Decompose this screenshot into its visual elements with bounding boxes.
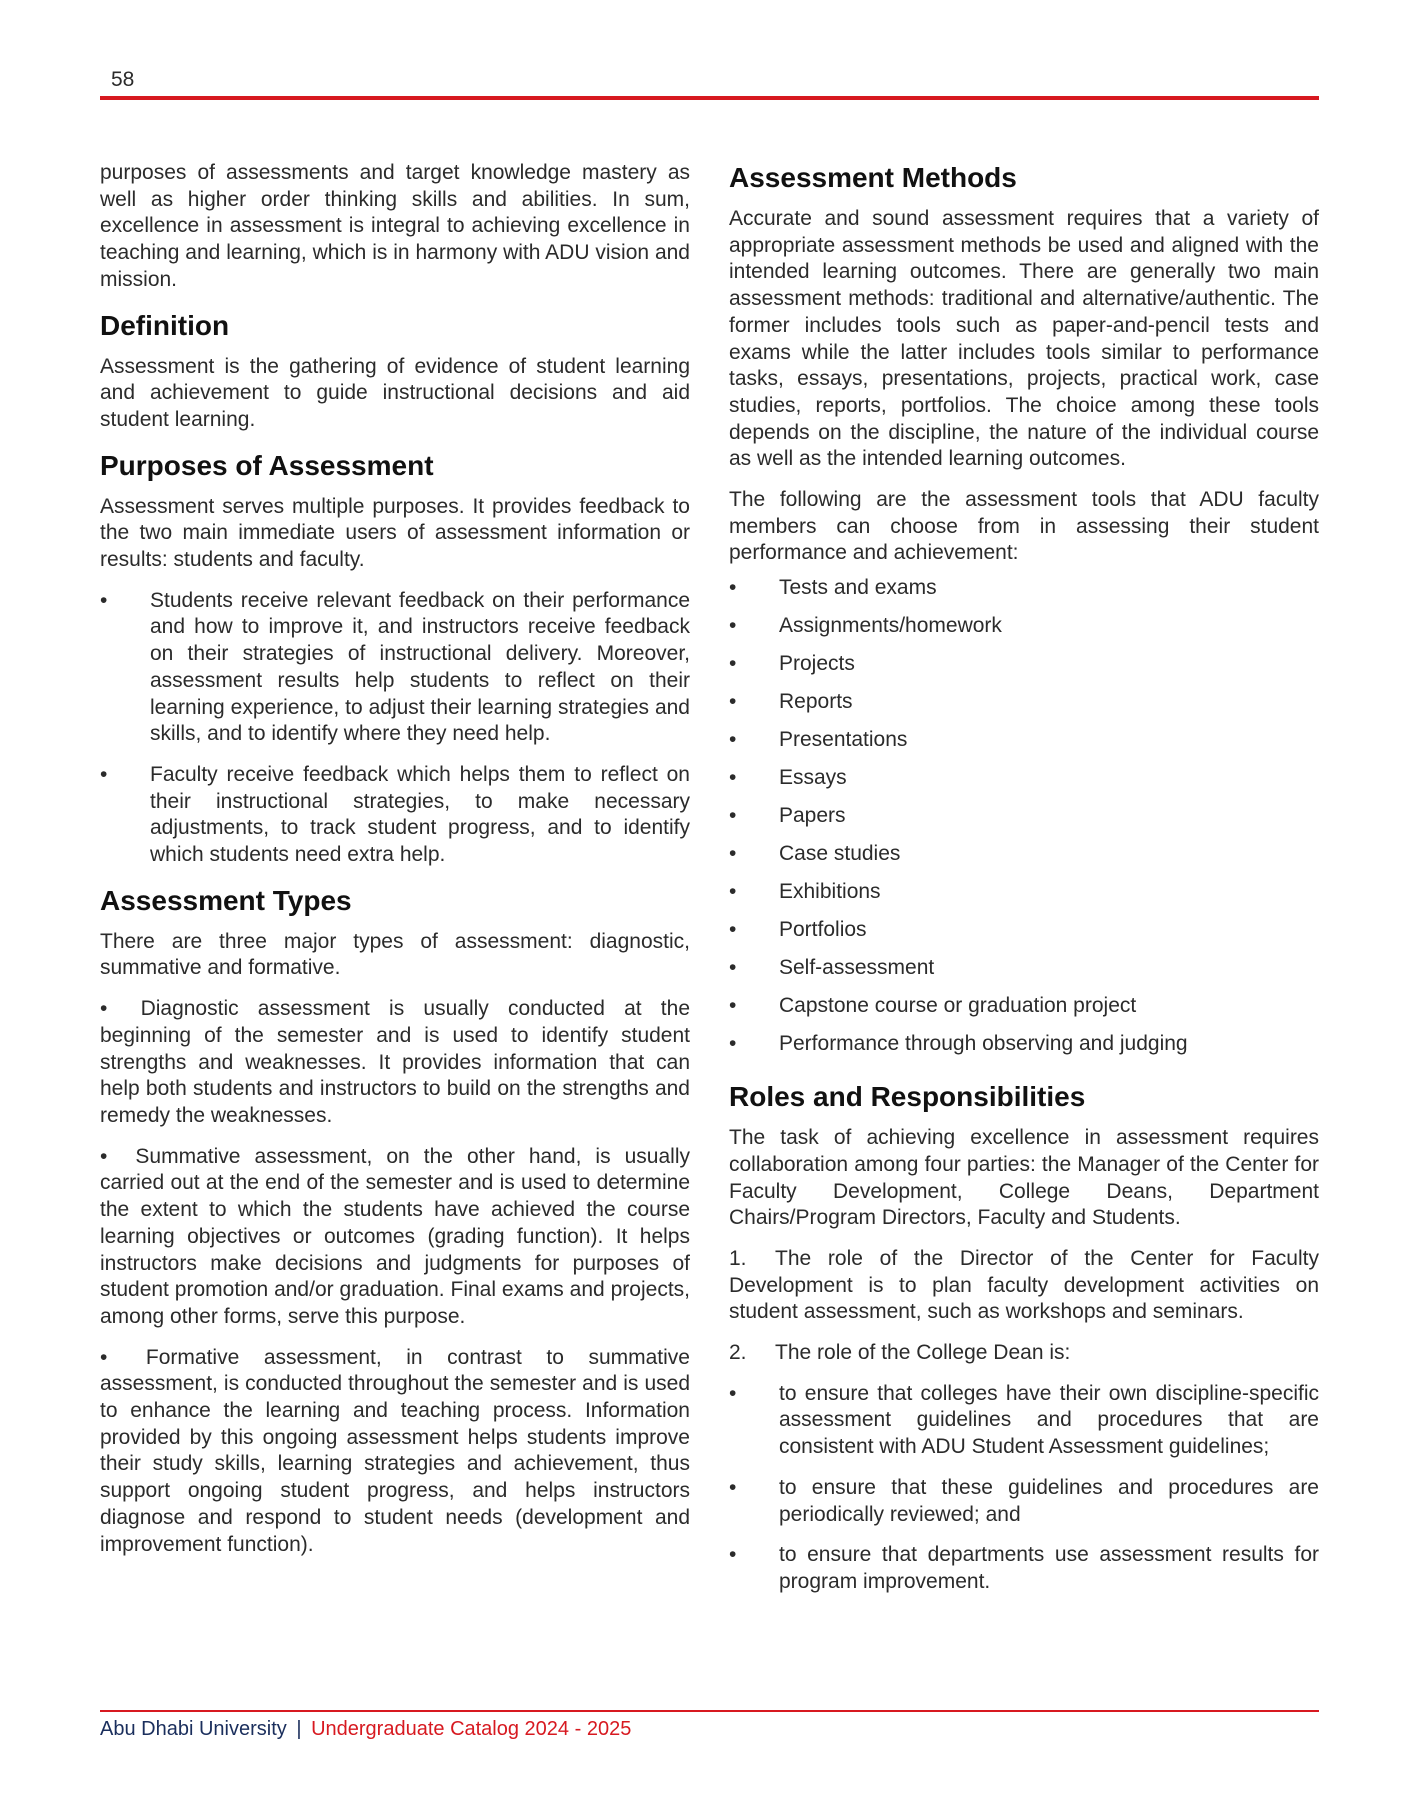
bullet-icon: • xyxy=(729,690,737,714)
list-item: • Assignments/homework xyxy=(729,613,1319,651)
list-item: • Tests and exams xyxy=(729,575,1319,613)
right-column xyxy=(729,160,1319,1610)
roles-paragraph: The task of achieving excellence in assessment requires collaboration among four parties: the Manager of the Center for Faculty Development, College Deans, Department Chairs/Program Directors, Faculty and Students. xyxy=(729,1126,1319,1230)
types-item-formative: • Formative assessment, in contrast to summative assessment, is conducted throughout the semester and is used to enhance the learning and teaching process. Information provided by this ongoing assessment helps students improve their study skills, learning strategies and achievement, thus support ongoing student progress, and helps instructors diagnose and respond to student needs (development and improvement function). xyxy=(100,1345,690,1556)
bullet-icon: • xyxy=(100,588,108,612)
bullet-icon: • xyxy=(729,1475,737,1499)
bullet-icon: • xyxy=(729,728,737,752)
dean-bullet: • to ensure that these guidelines and procedures are periodically reviewed; and xyxy=(729,1475,1319,1526)
list-item: • Self-assessment xyxy=(729,955,1319,993)
bullet-icon: • xyxy=(729,842,737,866)
header-divider xyxy=(100,96,1319,100)
list-item: • Capstone course or graduation project xyxy=(729,993,1319,1031)
definition-paragraph: Assessment is the gathering of evidence of student learning and achievement to guide instructional decisions and aid student learning. xyxy=(100,354,690,431)
bullet-icon: • xyxy=(729,956,737,980)
types-heading: Assessment Types xyxy=(100,884,352,916)
list-item: • Projects xyxy=(729,651,1319,689)
list-item: • Portfolios xyxy=(729,917,1319,955)
tools-list xyxy=(729,575,1319,1069)
bullet-icon: • xyxy=(100,997,108,1021)
bullet-icon: • xyxy=(729,1381,737,1405)
list-item: • Exhibitions xyxy=(729,879,1319,917)
bullet-icon: • xyxy=(729,994,737,1018)
roles-item-1: 1. The role of the Director of the Center for Faculty Development is to plan faculty development activities on student assessment, such as workshops and seminars. xyxy=(729,1246,1319,1324)
dean-bullet: • to ensure that colleges have their own discipline-specific assessment guidelines and procedures that are consistent with ADU Student Assessment guidelines; xyxy=(729,1381,1319,1459)
roles-heading: Roles and Responsibilities xyxy=(729,1081,1086,1113)
bullet-icon: • xyxy=(729,804,737,828)
footer-divider xyxy=(100,1710,1319,1712)
list-item: • Presentations xyxy=(729,727,1319,765)
bullet-icon: • xyxy=(100,762,108,786)
footer-separator: | xyxy=(296,1718,302,1740)
purposes-bullet: • Faculty receive feedback which helps them to reflect on their instructional strategies, to make necessary adjustments, to track student progress, and to identify which students need extra help. xyxy=(100,762,690,867)
purposes-bullet: • Students receive relevant feedback on their performance and how to improve it, and instructors receive feedback on their strategies of instructional delivery. Moreover, assessment results help students to reflect on their learning experience, to adjust their learning strategies and skills, and to identify where they need help. xyxy=(100,588,690,746)
footer-catalog: Undergraduate Catalog 2024 - 2025 xyxy=(311,1718,632,1740)
methods-heading: Assessment Methods xyxy=(729,162,1017,193)
types-item-summative: • Summative assessment, on the other hand, is usually carried out at the end of the semester and is used to determine the extent to which the students have achieved the course learning objectives or outcomes (grading function). It helps instructors make decisions and judgments for purposes of student promotion and/or graduation. Final exams and projects, among other forms, serve this purpose. xyxy=(100,1144,690,1328)
bullet-icon: • xyxy=(100,1144,108,1168)
list-item: • Performance through observing and judging xyxy=(729,1031,1319,1069)
definition-heading: Definition xyxy=(100,309,230,341)
list-item: • Papers xyxy=(729,803,1319,841)
bullet-icon: • xyxy=(729,918,737,942)
bullet-icon: • xyxy=(729,614,737,638)
types-paragraph: There are three major types of assessment: diagnostic, summative and formative. xyxy=(100,929,690,980)
bullet-icon: • xyxy=(729,880,737,904)
list-item: • Essays xyxy=(729,765,1319,803)
list-item: • Reports xyxy=(729,689,1319,727)
list-item: • Case studies xyxy=(729,841,1319,879)
dean-bullet: • to ensure that departments use assessment results for program improvement. xyxy=(729,1543,1319,1593)
left-column xyxy=(100,160,690,1572)
methods-paragraph-1: Accurate and sound assessment requires that a variety of appropriate assessment methods be used and aligned with the intended learning outcomes. There are generally two main assessment methods: traditional and alternative/authentic. The former includes tools such as paper-and-pencil tests and exams while the latter includes tools similar to performance tasks, essays, presentations, projects, practical work, case studies, reports, portfolios. The choice among these tools depends on the discipline, the nature of the individual course as well as the intended learning outcomes. xyxy=(729,207,1319,471)
bullet-icon: • xyxy=(729,576,737,600)
types-item-diagnostic: • Diagnostic assessment is usually conducted at the beginning of the semester and is used to identify student strengths and weaknesses. It provides information that can help both students and instructors to build on the strengths and remedy the weaknesses. xyxy=(100,997,690,1127)
purposes-paragraph: Assessment serves multiple purposes. It provides feedback to the two main immediate users of assessment information or results: students and faculty. xyxy=(100,494,690,572)
purposes-heading: Purposes of Assessment xyxy=(100,449,434,481)
bullet-icon: • xyxy=(729,766,737,790)
bullet-icon: • xyxy=(729,652,737,676)
intro-paragraph: purposes of assessments and target knowledge mastery as well as higher order thinking skills and abilities. In sum, excellence in assessment is integral to achieving excellence in teaching and learning, which is in harmony with ADU vision and mission. xyxy=(100,161,690,291)
bullet-icon: • xyxy=(729,1543,737,1567)
footer-org: Abu Dhabi University xyxy=(100,1718,287,1740)
roles-item-2: 2. The role of the College Dean is: xyxy=(729,1341,1071,1365)
bullet-icon: • xyxy=(729,1032,737,1056)
methods-paragraph-2: The following are the assessment tools that ADU faculty members can choose from in assessing their student performance and achievement: xyxy=(729,488,1319,565)
page-number: 58 xyxy=(111,68,135,91)
footer xyxy=(100,1718,631,1741)
bullet-icon: • xyxy=(100,1345,108,1369)
